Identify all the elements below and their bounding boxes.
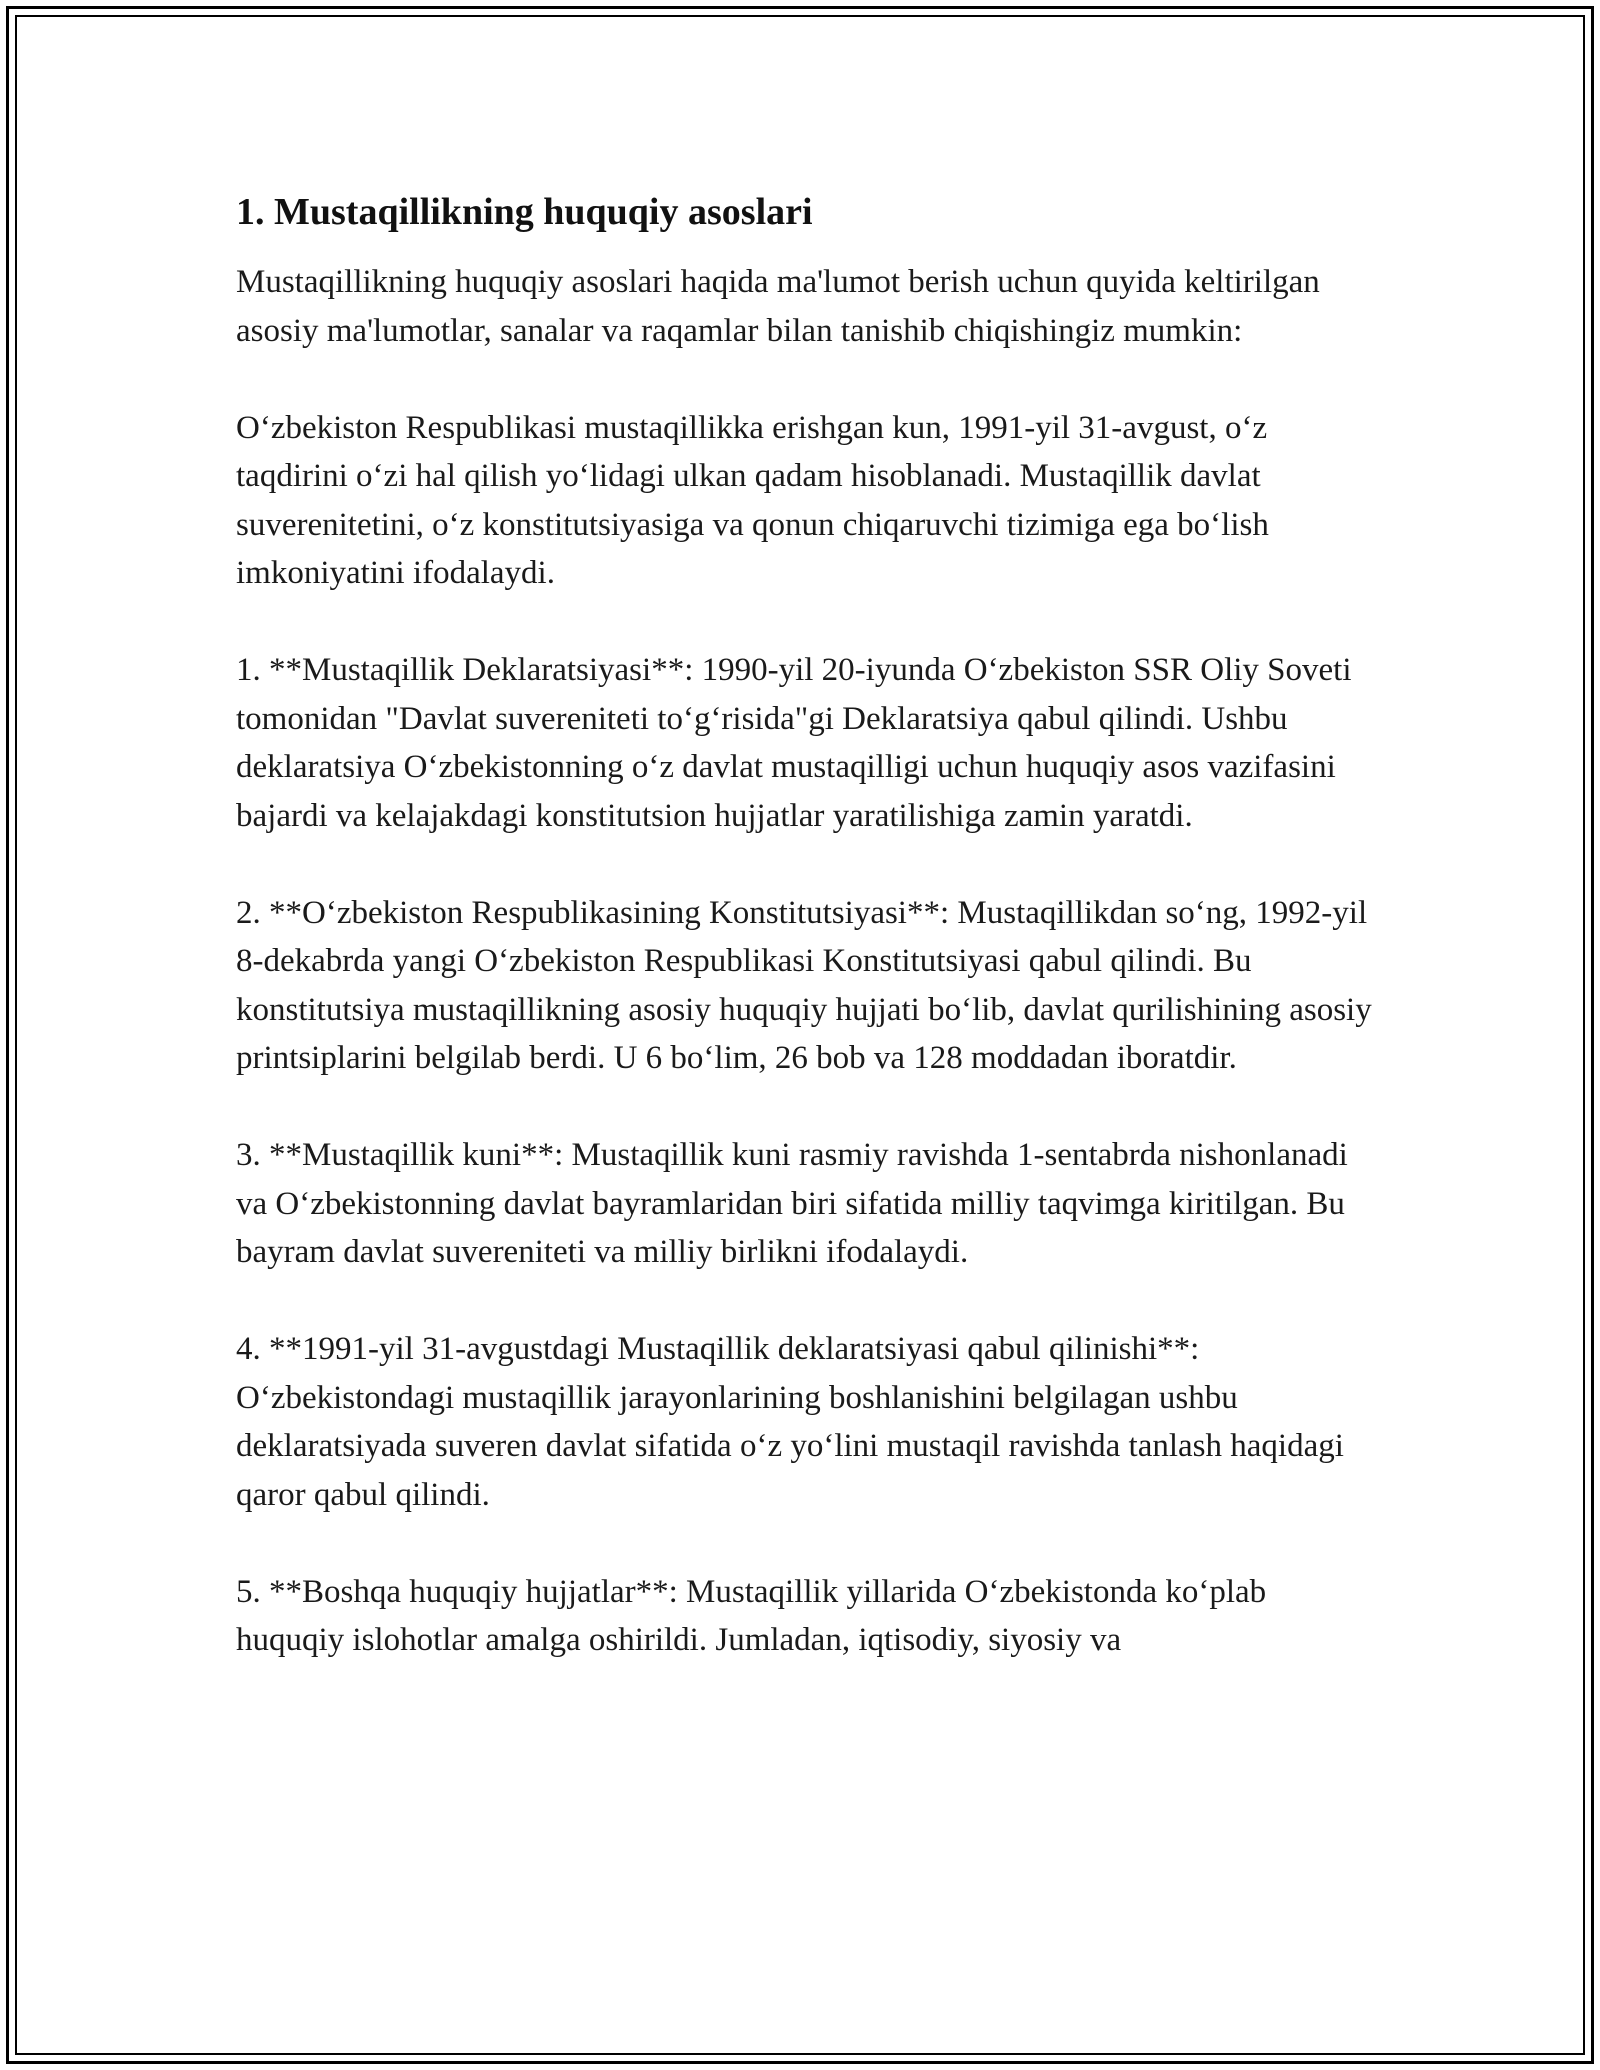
- document-body: [236, 186, 1376, 1665]
- section-heading: 1. Mustaqillikning huquqiy asoslari: [236, 191, 813, 233]
- list-item-1991-declaration: 4. **1991-yil 31-avgustdagi Mustaqillik deklaratsiyasi qabul qilinishi**: O‘zbekistondagi mustaqillik jarayonlarining boshlanishini belgilagan ushbu deklaratsiyada suveren davlat sifatida o‘z yo‘lini mustaqil ravishda tanlash haqidagi qaror qabul qilindi.: [236, 1331, 1344, 1513]
- independence-day-paragraph: O‘zbekiston Respublikasi mustaqillikka erishgan kun, 1991-yil 31-avgust, o‘z taqdirini o‘zi hal qilish yo‘lidagi ulkan qadam hisoblanadi. Mustaqillik davlat suverenitetini, o‘z konstitutsiyasiga va qonun chiqaruvchi tizimiga ega bo‘lish imkoniyatini ifodalaydi.: [236, 409, 1269, 591]
- list-item-other-documents: 5. **Boshqa huquqiy hujjatlar**: Mustaqillik yillarida O‘zbekistonda ko‘plab huquqiy islohotlar amalga oshirildi. Jumladan, iqtisodiy, siyosiy va: [236, 1573, 1267, 1658]
- intro-paragraph: Mustaqillikning huquqiy asoslari haqida ma'lumot berish uchun quyida keltirilgan asosiy ma'lumotlar, sanalar va raqamlar bilan tanishib chiqishingiz mumkin:: [236, 264, 1320, 349]
- list-item-independence-day: 3. **Mustaqillik kuni**: Mustaqillik kuni rasmiy ravishda 1-sentabrda nishonlanadi va O‘zbekistonning davlat bayramlaridan biri sifatida milliy taqvimga kiritilgan. Bu bayram davlat suvereniteti va milliy birlikni ifodalaydi.: [236, 1137, 1348, 1270]
- list-item-declaration: 1. **Mustaqillik Deklaratsiyasi**: 1990-yil 20-iyunda O‘zbekiston SSR Oliy Soveti tomonidan "Davlat suvereniteti to‘g‘risida"gi Deklaratsiya qabul qilindi. Ushbu deklaratsiya O‘zbekistonning o‘z davlat mustaqilligi uchun huquqiy asos vazifasini bajardi va kelajakdagi konstitutsion hujjatlar yaratilishiga zamin yaratdi.: [236, 652, 1352, 834]
- list-item-constitution: 2. **O‘zbekiston Respublikasining Konstitutsiyasi**: Mustaqillikdan so‘ng, 1992-yil 8-dekabrda yangi O‘zbekiston Respublikasi Konstitutsiyasi qabul qilindi. Bu konstitutsiya mustaqillikning asosiy huquqiy hujjati bo‘lib, davlat qurilishining asosiy printsiplarini belgilab berdi. U 6 bo‘lim, 26 bob va 128 moddadan iboratdir.: [236, 894, 1372, 1076]
